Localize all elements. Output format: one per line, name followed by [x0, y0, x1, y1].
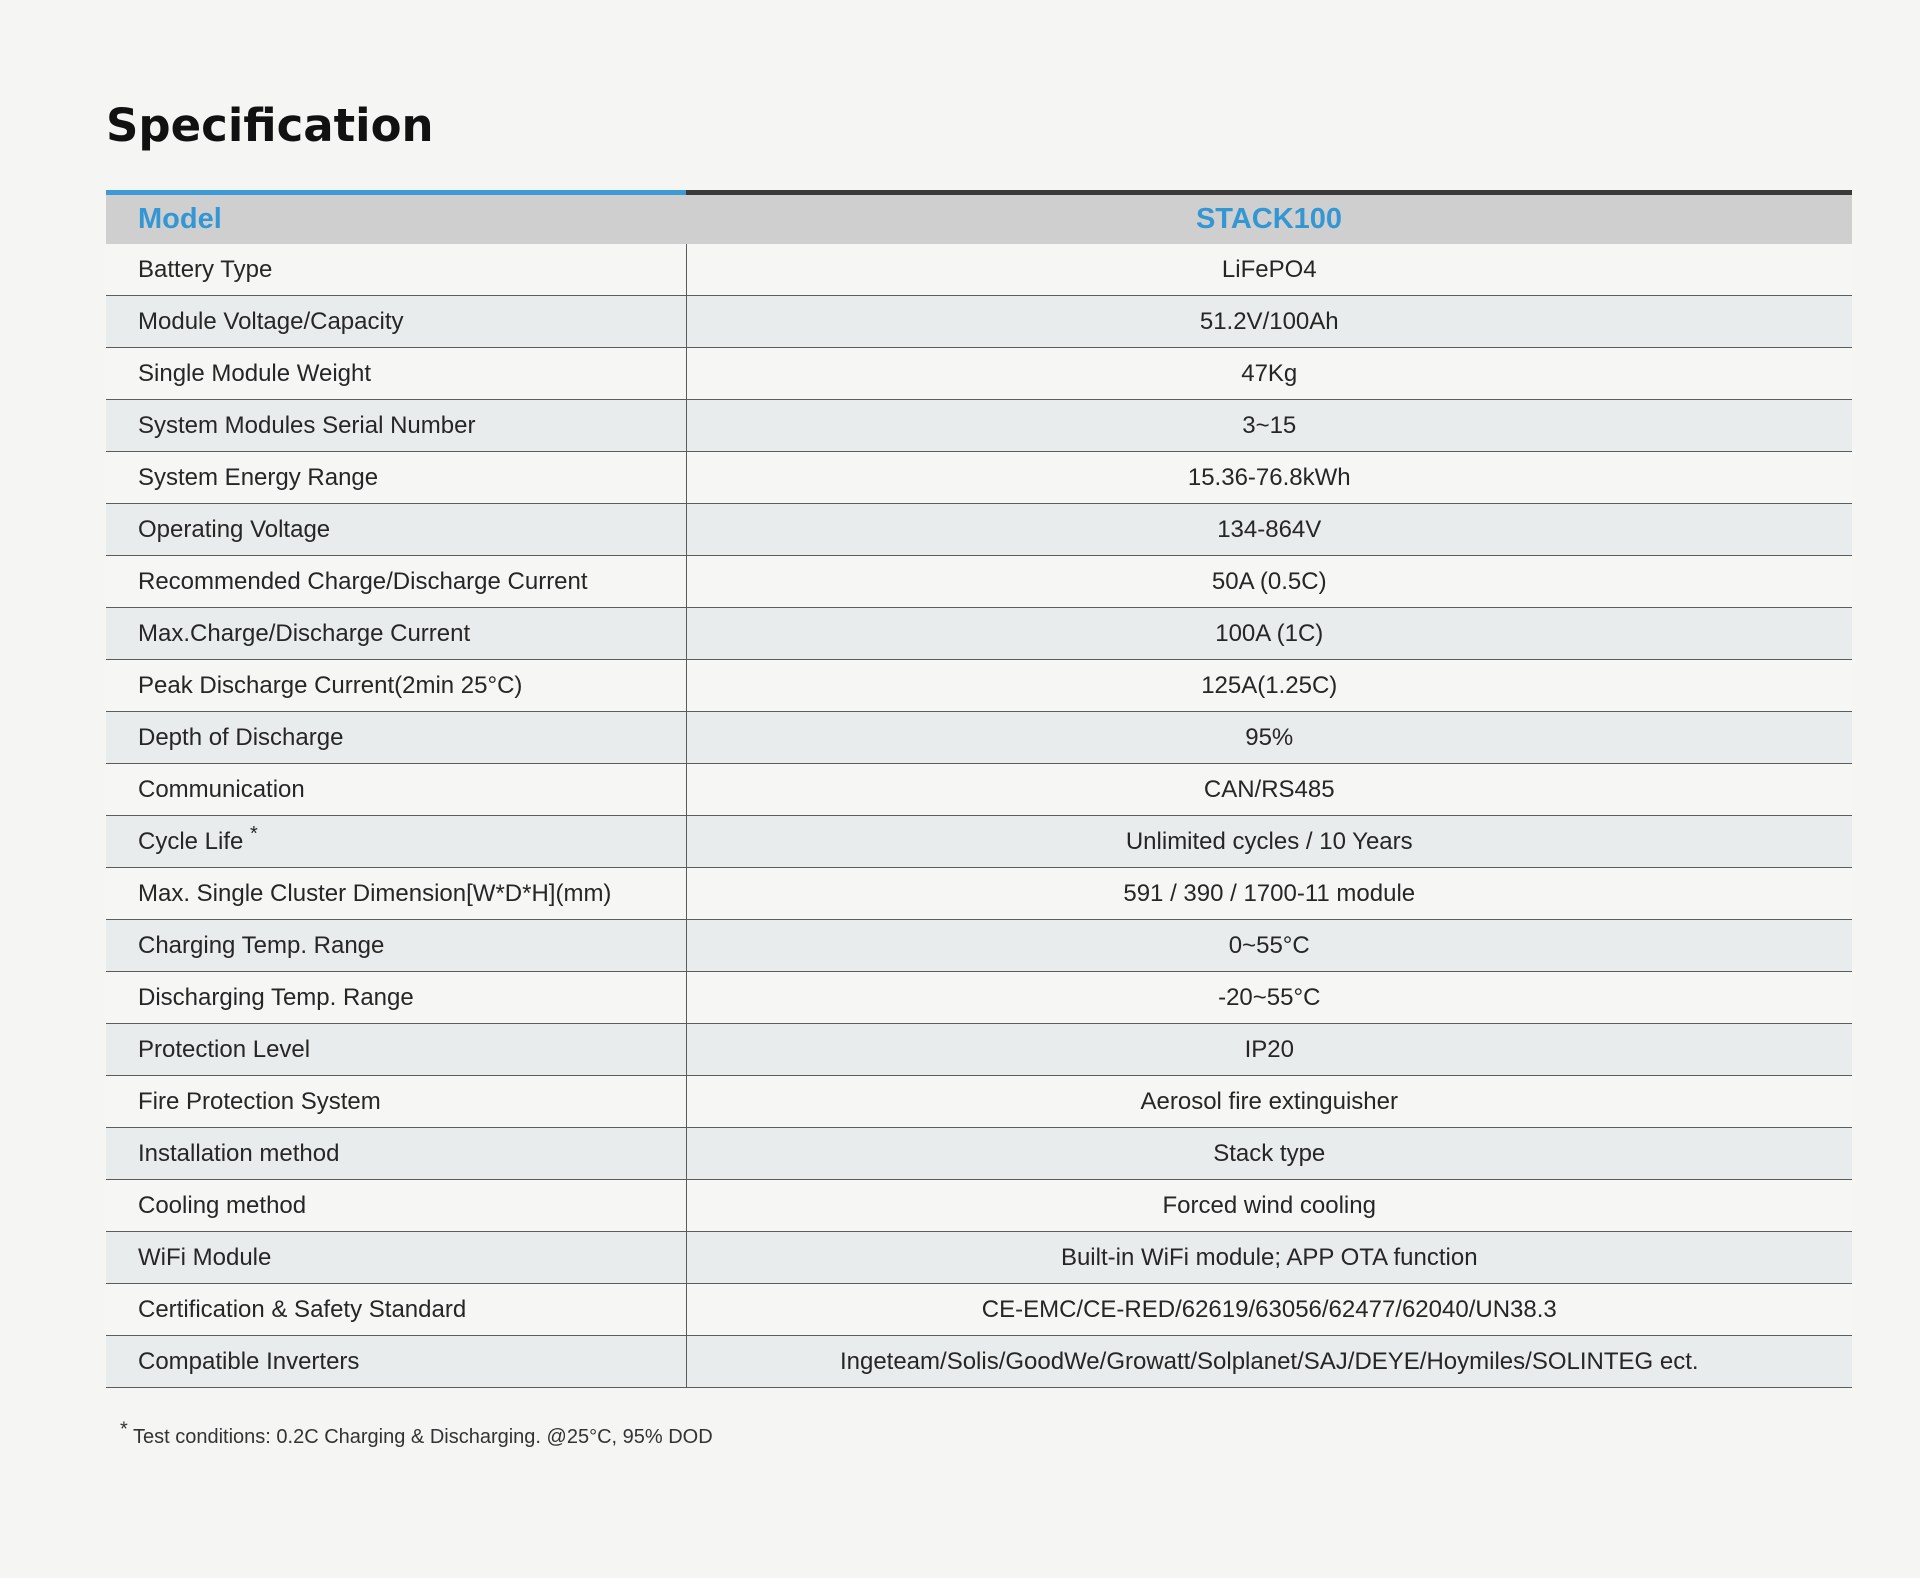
spec-label-cell — [106, 1076, 686, 1128]
spec-label: Fire Protection System — [138, 1087, 381, 1115]
table-row — [106, 244, 1852, 296]
spec-label: System Modules Serial Number — [138, 411, 476, 439]
spec-label-cell — [106, 920, 686, 972]
header-model-value: STACK100 — [686, 193, 1852, 245]
footnote — [120, 1418, 1852, 1449]
spec-label: Module Voltage/Capacity — [138, 307, 404, 335]
spec-label: System Energy Range — [138, 463, 379, 491]
spec-value: LiFePO4 — [686, 244, 1852, 296]
spec-label-cell — [106, 504, 686, 556]
spec-label-cell — [106, 972, 686, 1024]
spec-label: Protection Level — [138, 1035, 311, 1063]
spec-label-cell — [106, 400, 686, 452]
header-label: Model — [106, 193, 686, 245]
footnote-text: Test conditions: 0.2C Charging & Discharging. @25°C, 95% DOD — [133, 1426, 713, 1448]
spec-label: Discharging Temp. Range — [138, 983, 414, 1011]
spec-label-cell — [106, 296, 686, 348]
spec-label: Certification & Safety Standard — [138, 1295, 467, 1323]
table-header-row — [106, 193, 1852, 245]
spec-label-cell — [106, 1024, 686, 1076]
spec-label: Single Module Weight — [138, 359, 372, 387]
table-row — [106, 660, 1852, 712]
table-row — [106, 452, 1852, 504]
table-row — [106, 1024, 1852, 1076]
table-row — [106, 920, 1852, 972]
table-row — [106, 1336, 1852, 1388]
spec-label: Peak Discharge Current(2min 25°C) — [138, 671, 523, 699]
spec-label: Max. Single Cluster Dimension[W*D*H](mm) — [138, 879, 612, 907]
table-row — [106, 764, 1852, 816]
table-row — [106, 1128, 1852, 1180]
spec-label-cell — [106, 868, 686, 920]
spec-value: 47Kg — [686, 348, 1852, 400]
table-row — [106, 608, 1852, 660]
spec-label: Charging Temp. Range — [138, 931, 385, 959]
spec-label-cell — [106, 244, 686, 296]
spec-label-cell — [106, 660, 686, 712]
spec-label: Installation method — [138, 1139, 340, 1167]
spec-label-cell — [106, 1232, 686, 1284]
spec-label: Depth of Discharge — [138, 723, 344, 751]
spec-label-cell — [106, 1284, 686, 1336]
spec-label: Max.Charge/Discharge Current — [138, 619, 471, 647]
spec-value: IP20 — [686, 1024, 1852, 1076]
spec-value: Aerosol fire extinguisher — [686, 1076, 1852, 1128]
spec-value: 134-864V — [686, 504, 1852, 556]
table-row — [106, 712, 1852, 764]
spec-value: Built-in WiFi module; APP OTA function — [686, 1232, 1852, 1284]
table-row — [106, 504, 1852, 556]
table-row — [106, 1180, 1852, 1232]
spec-table — [106, 190, 1852, 1388]
spec-value: -20~55°C — [686, 972, 1852, 1024]
table-row — [106, 348, 1852, 400]
table-row — [106, 400, 1852, 452]
spec-value: 125A(1.25C) — [686, 660, 1852, 712]
footnote-reference-marker: * — [250, 822, 258, 845]
spec-value: Stack type — [686, 1128, 1852, 1180]
table-row — [106, 296, 1852, 348]
spec-label: Operating Voltage — [138, 515, 331, 543]
spec-value: CE-EMC/CE-RED/62619/63056/62477/62040/UN38.3 — [686, 1284, 1852, 1336]
spec-value: 3~15 — [686, 400, 1852, 452]
spec-label-cell — [106, 348, 686, 400]
spec-value: CAN/RS485 — [686, 764, 1852, 816]
spec-sheet — [106, 96, 1852, 1449]
spec-label-cell — [106, 1180, 686, 1232]
spec-value: Unlimited cycles / 10 Years — [686, 816, 1852, 868]
spec-value: 591 / 390 / 1700-11 module — [686, 868, 1852, 920]
spec-label: Battery Type — [138, 255, 273, 283]
table-row — [106, 816, 1852, 868]
spec-label-cell — [106, 816, 686, 868]
spec-value: Ingeteam/Solis/GoodWe/Growatt/Solplanet/SAJ/DEYE/Hoymiles/SOLINTEG ect. — [686, 1336, 1852, 1388]
table-body — [106, 244, 1852, 1388]
spec-value: 50A (0.5C) — [686, 556, 1852, 608]
spec-value: 51.2V/100Ah — [686, 296, 1852, 348]
table-row — [106, 556, 1852, 608]
footnote-marker: * — [120, 1418, 128, 1441]
table-row — [106, 1076, 1852, 1128]
spec-value: Forced wind cooling — [686, 1180, 1852, 1232]
spec-value: 95% — [686, 712, 1852, 764]
table-row — [106, 1284, 1852, 1336]
spec-value: 15.36-76.8kWh — [686, 452, 1852, 504]
spec-value: 100A (1C) — [686, 608, 1852, 660]
spec-label-cell — [106, 556, 686, 608]
spec-label: Cycle Life — [138, 827, 244, 855]
spec-label-cell — [106, 712, 686, 764]
spec-label-cell — [106, 452, 686, 504]
spec-label: WiFi Module — [138, 1243, 272, 1271]
spec-label-cell — [106, 1128, 686, 1180]
spec-label: Recommended Charge/Discharge Current — [138, 567, 588, 595]
spec-label-cell — [106, 1336, 686, 1388]
spec-label: Cooling method — [138, 1191, 307, 1219]
table-row — [106, 1232, 1852, 1284]
spec-label: Communication — [138, 775, 305, 803]
spec-label: Compatible Inverters — [138, 1347, 360, 1375]
spec-label-cell — [106, 764, 686, 816]
table-row — [106, 868, 1852, 920]
table-row — [106, 972, 1852, 1024]
page-title: Specification — [106, 99, 434, 152]
spec-value: 0~55°C — [686, 920, 1852, 972]
spec-label-cell — [106, 608, 686, 660]
